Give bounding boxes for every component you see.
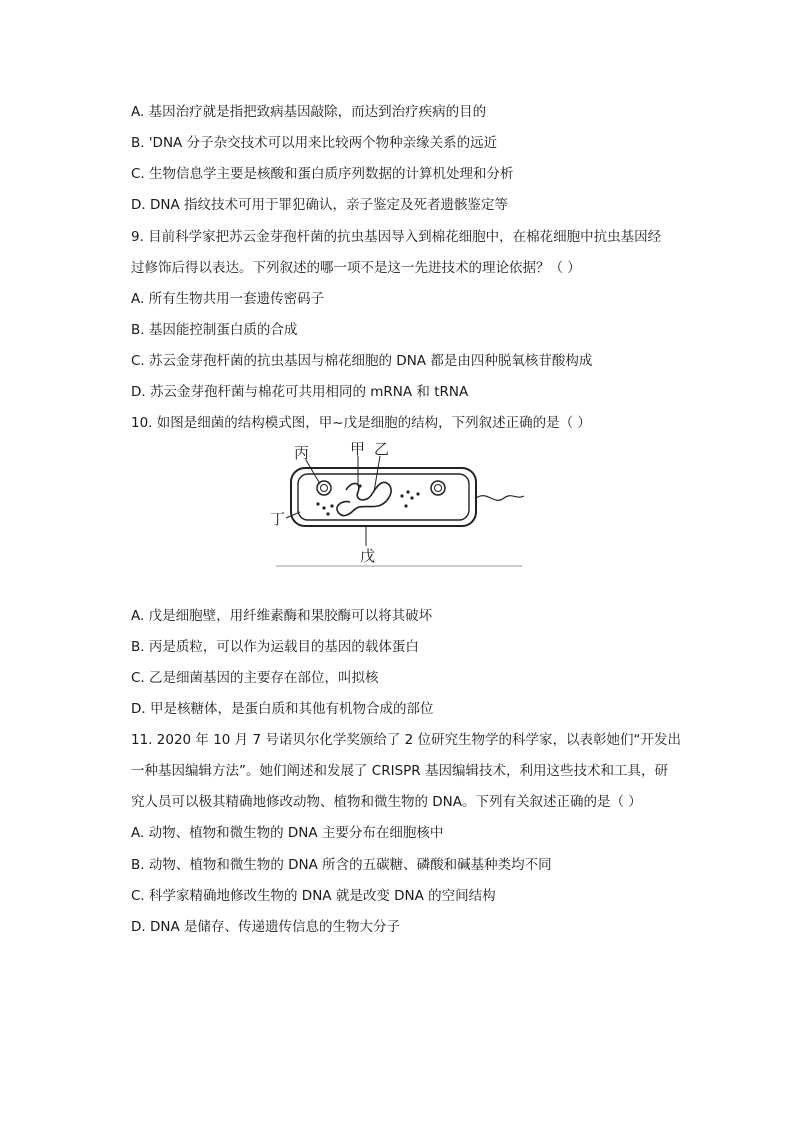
- q10-stem: 10. 如图是细菌的结构模式图，甲~戊是细胞的结构，下列叙述正确的是（ ）: [131, 415, 591, 431]
- q10-option-c: C. 乙是细菌基因的主要存在部位，叫拟核: [131, 670, 379, 686]
- ribosome-dot: [416, 492, 419, 495]
- flagellum: [476, 496, 524, 501]
- q9-option-d: D. 苏云金芽孢杆菌与棉花可共用相同的 mRNA 和 tRNA: [131, 384, 469, 400]
- ribosome-dot: [330, 504, 333, 507]
- q9-stem-line1: 9. 目前科学家把苏云金芽孢杆菌的抗虫基因导入到棉花细胞中，在棉花细胞中抗虫基因经: [131, 229, 662, 245]
- ribosome-dot: [400, 494, 403, 497]
- q8-option-c: C. 生物信息学主要是核酸和蛋白质序列数据的计算机处理和分析: [131, 166, 514, 182]
- plasmid-left-inner: [321, 485, 328, 492]
- ribosome-dot: [404, 504, 407, 507]
- plasmid-right-inner: [435, 485, 442, 492]
- q8-option-d: D. DNA 指纹技术可用于罪犯确认，亲子鉴定及死者遗骸鉴定等: [131, 197, 508, 213]
- q8-option-b: B. 'DNA 分子杂交技术可以用来比较两个物种亲缘关系的远近: [131, 135, 498, 151]
- q10-option-d: D. 甲是核糖体，是蛋白质和其他有机物合成的部位: [131, 701, 434, 717]
- q9-option-c: C. 苏云金芽孢杆菌的抗虫基因与棉花细胞的 DNA 都是由四种脱氧核苷酸构成: [131, 353, 593, 369]
- label-jia: 甲: [350, 440, 366, 458]
- q11-stem-line3: 究人员可以极其精确地修改动物、植物和微生物的 DNA。下列有关叙述正确的是（ ）: [131, 794, 642, 810]
- q10-option-a: A. 戊是细胞壁，用纤维素酶和果胶酶可以将其破坏: [131, 608, 433, 624]
- q11-option-b: B. 动物、植物和微生物的 DNA 所含的五碳糖、磷酸和碱基种类均不同: [131, 857, 552, 873]
- ribosome-dot: [406, 490, 409, 493]
- label-ding: 丁: [270, 510, 286, 528]
- label-yi: 乙: [374, 440, 390, 458]
- q9-stem-line2: 过修饰后得以表达。下列叙述的哪一项不是这一先进技术的理论依据？（ ）: [131, 260, 581, 276]
- q9-option-a: A. 所有生物共用一套遗传密码子: [131, 291, 325, 307]
- ribosome-dot: [316, 502, 319, 505]
- q8-option-a: A. 基因治疗就是指把致病基因敲除，而达到治疗疾病的目的: [131, 104, 487, 120]
- ribosome-dot: [410, 496, 413, 499]
- q11-stem-line2: 一种基因编辑方法”。她们阐述和发展了 CRISPR 基因编辑技术，利用这些技术和工具，研: [131, 763, 668, 779]
- nucleoid-dna: [337, 482, 391, 515]
- leader-ding: [286, 512, 300, 518]
- bacteria-structure-diagram: [262, 434, 524, 574]
- q11-option-a: A. 动物、植物和微生物的 DNA 主要分布在细胞核中: [131, 825, 444, 841]
- ribosome-dot: [358, 484, 361, 487]
- plasmid-right-outer: [431, 481, 445, 495]
- label-wu: 戊: [360, 547, 376, 565]
- cell-wall-outline: [291, 468, 476, 526]
- q10-option-b: B. 丙是质粒，可以作为运载目的基因的载体蛋白: [131, 639, 419, 655]
- label-bing: 丙: [294, 444, 310, 462]
- ribosome-dot: [322, 506, 325, 509]
- q11-option-c: C. 科学家精确地修改生物的 DNA 就是改变 DNA 的空间结构: [131, 888, 496, 904]
- q11-stem-line1: 11. 2020 年 10 月 7 号诺贝尔化学奖颁给了 2 位研究生物学的科学家，以表彰她们“开发出: [131, 732, 682, 748]
- q9-option-b: B. 基因能控制蛋白质的合成: [131, 322, 298, 338]
- ribosome-dot: [326, 512, 329, 515]
- q11-option-d: D. DNA 是储存、传递遗传信息的生物大分子: [131, 919, 400, 935]
- leader-bing: [306, 460, 320, 484]
